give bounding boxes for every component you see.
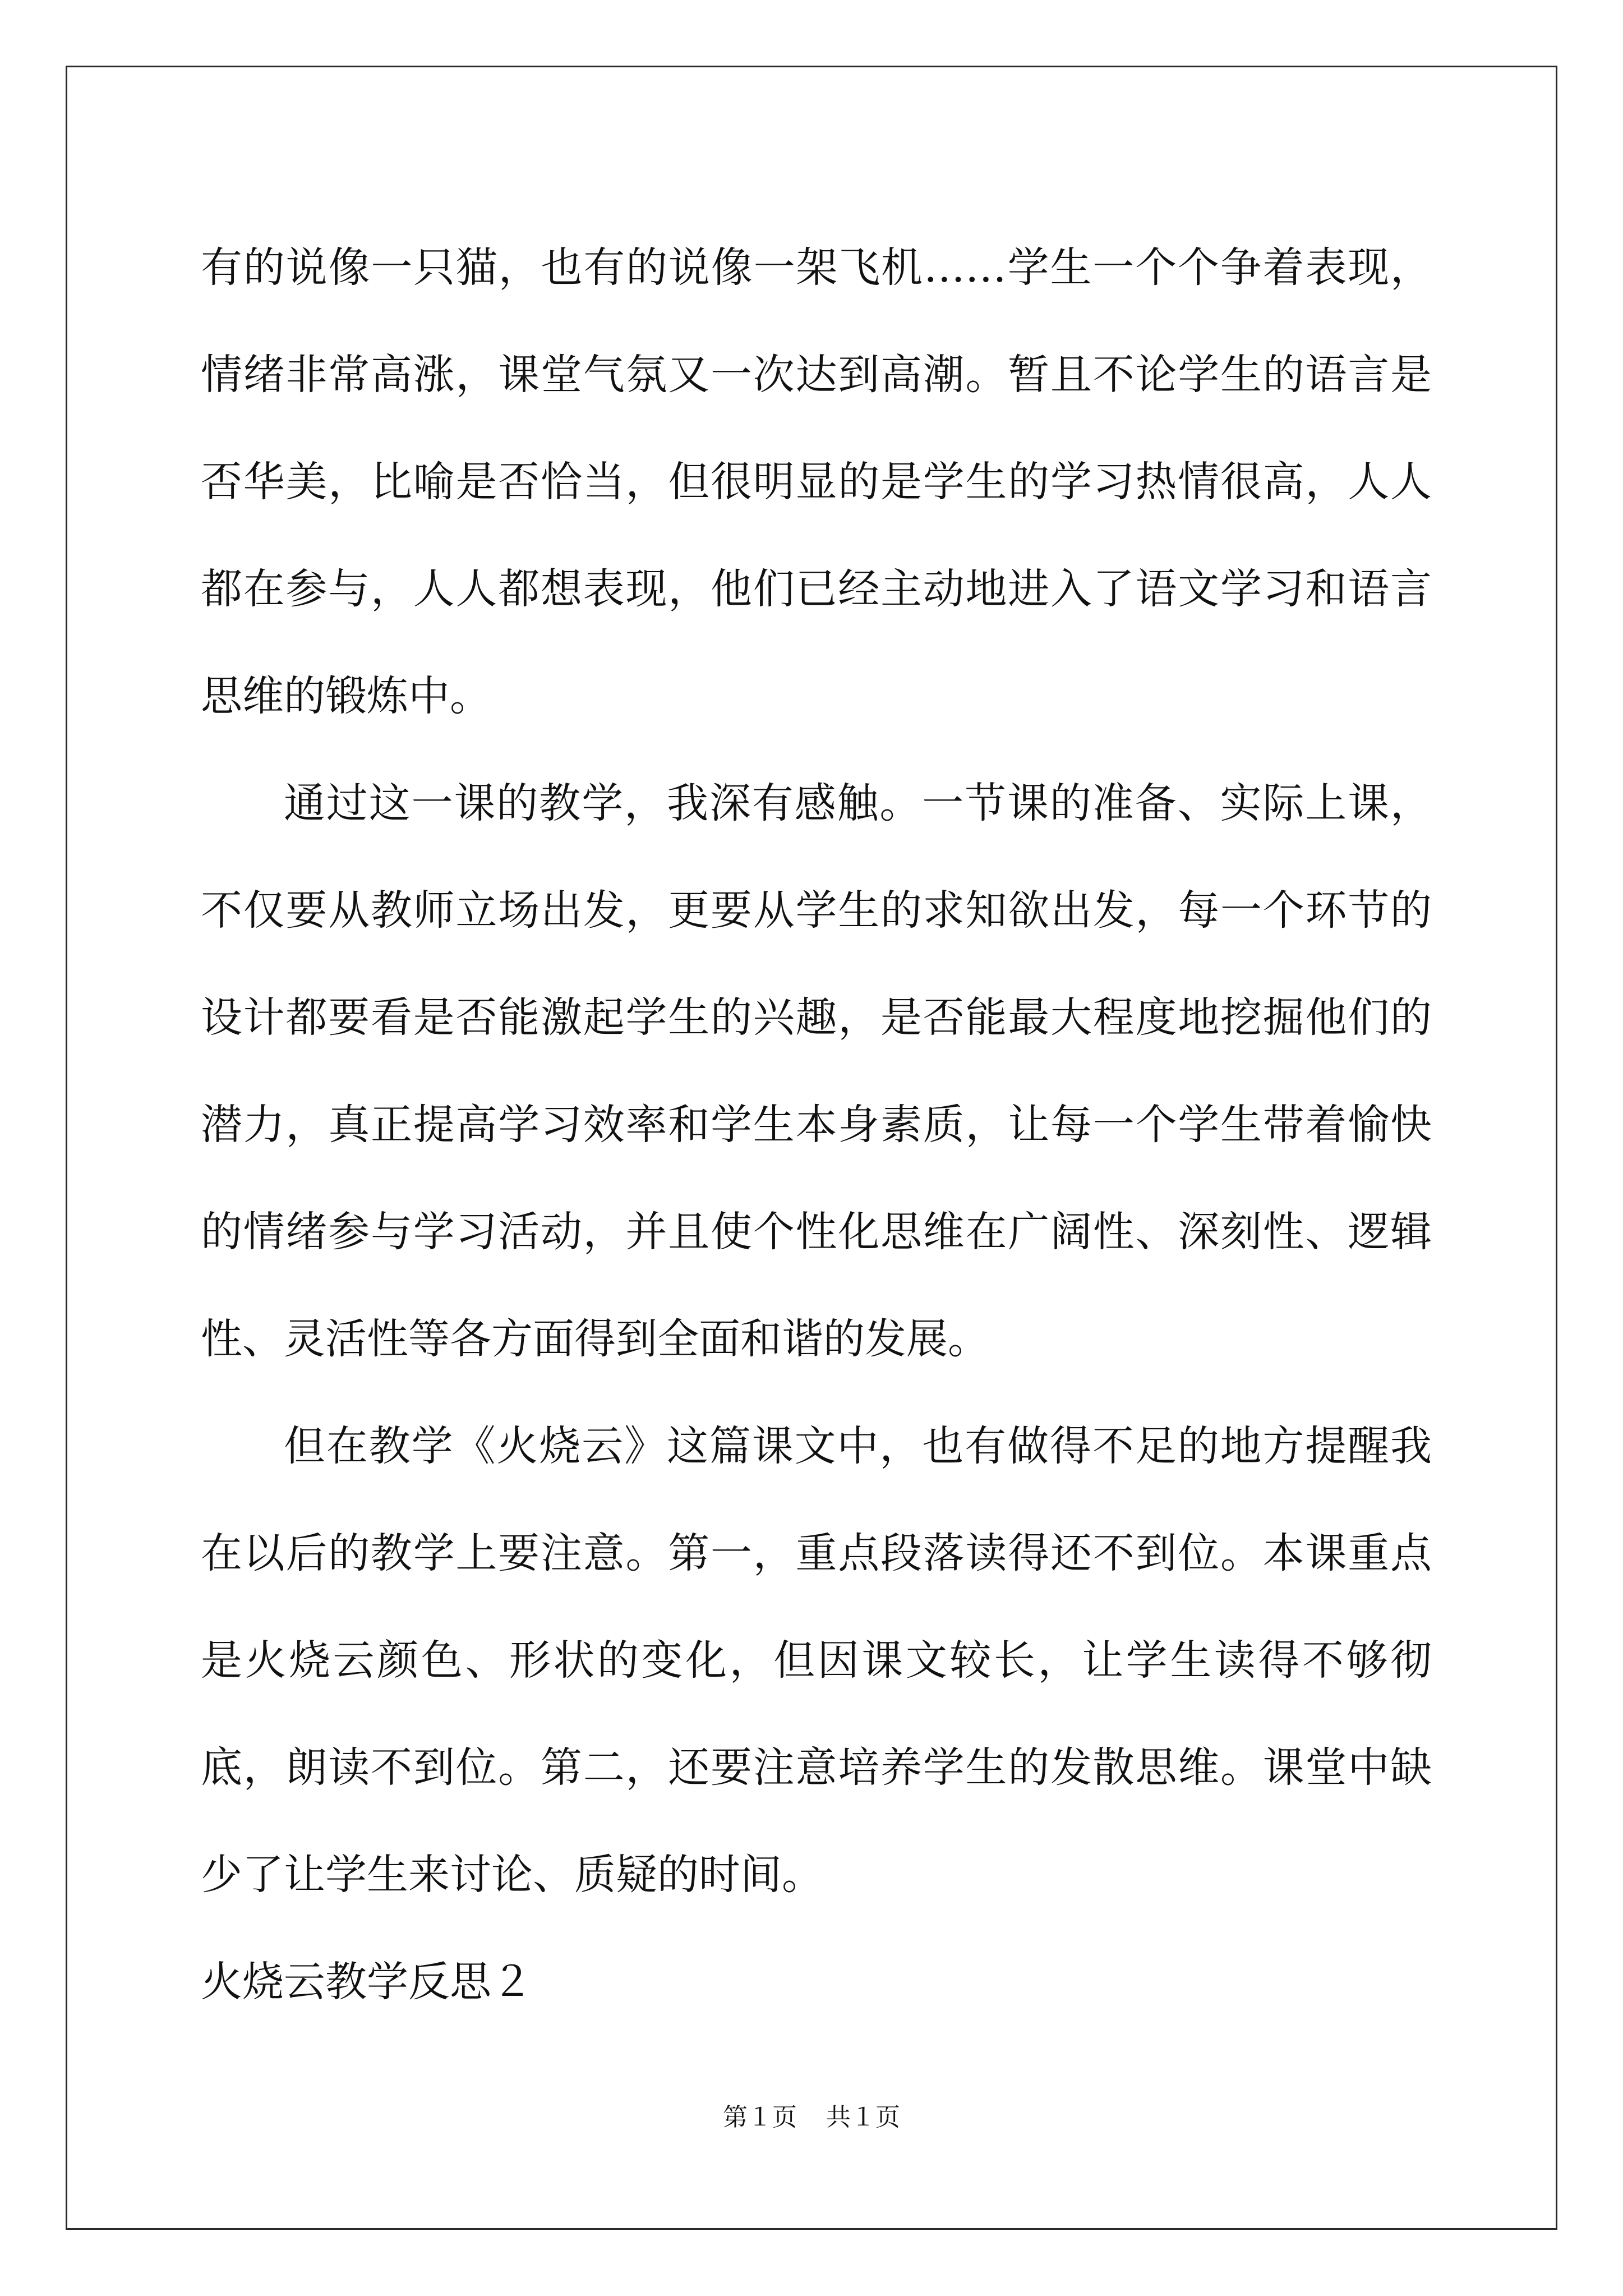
paragraph-2: 通过这一课的教学，我深有感触。一节课的准备、实际上课，不仅要从教师立场出发，更要从学生的求知欲出发，每一个环节的设计都要看是否能激起学生的兴趣，是否能最大程度地挖掘他们的潜力，真正提高学习效率和学生本身素质，让每一个学生带着愉快的情绪参与学习活动，并且使个性化思维在广阔性、深刻性、逻辑性、灵活性等各方面得到全面和谐的发展。 bbox=[201, 779, 1432, 1363]
paragraph-3: 但在教学《火烧云》这篇课文中，也有做得不足的地方提醒我在以后的教学上要注意。第一，重点段落读得还不到位。本课重点是火烧云颜色、形状的变化，但因课文较长，让学生读得不够彻底，朗读不到位。第二，还要注意培养学生的发散思维。课堂中缺少了让学生来讨论、质疑的时间。 bbox=[201, 1422, 1432, 1899]
document-body bbox=[201, 214, 1432, 2036]
paragraph-1: 有的说像一只猫，也有的说像一架飞机……学生一个个争着表现，情绪非常高涨，课堂气氛又一次达到高潮。暂且不论学生的语言是否华美，比喻是否恰当，但很明显的是学生的学习热情很高，人人都在参与，人人都想表现，他们已经主动地进入了语文学习和语言思维的锻炼中。 bbox=[201, 243, 1432, 720]
page-footer bbox=[0, 2101, 1623, 2134]
page-total: 共１页 bbox=[826, 2103, 900, 2132]
page-number: 第１页 bbox=[723, 2103, 797, 2132]
section-heading: 火烧云教学反思２ bbox=[201, 1958, 533, 2006]
